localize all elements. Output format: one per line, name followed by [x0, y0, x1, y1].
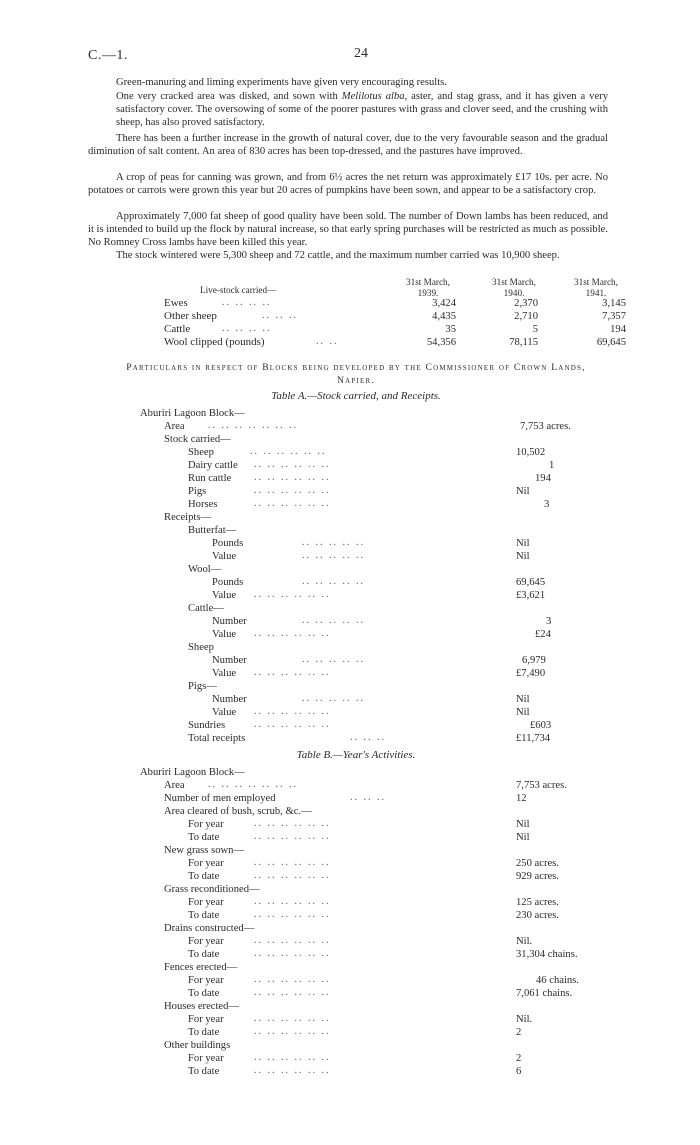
leader-dots: .. .. .. .. .. ..	[254, 472, 331, 483]
table-b-value: 2	[516, 1053, 522, 1064]
table-b-label: To date	[188, 988, 220, 999]
table-b-label: For year	[188, 936, 224, 947]
leader-dots: .. ..	[316, 336, 339, 347]
table-a-label: Value	[212, 551, 237, 562]
table-b-value: 7,753 acres.	[516, 780, 567, 791]
table-b-label: To date	[188, 949, 220, 960]
leader-dots: .. .. .. .. ..	[302, 693, 365, 704]
table-b-label: Other buildings	[164, 1040, 231, 1051]
table-a-label: Dairy cattle	[188, 460, 238, 471]
document-reference: C.—1.	[88, 48, 128, 63]
table-a-value: 69,645	[516, 577, 546, 588]
livestock-value: 4,435	[432, 311, 456, 322]
table-b-label: To date	[188, 832, 220, 843]
table-b-value: 12	[516, 793, 527, 804]
leader-dots: .. .. .. .. .. ..	[254, 459, 331, 470]
leader-dots: .. .. .. .. .. ..	[254, 831, 331, 842]
table-a-label: Run cattle	[188, 473, 232, 484]
table-a-value: £3,621	[516, 590, 546, 601]
table-a-label: Area	[164, 421, 185, 432]
table-a-label: Aburiri Lagoon Block—	[140, 408, 245, 419]
table-a-label: Number	[212, 694, 247, 705]
leader-dots: .. .. .. .. .. ..	[254, 857, 331, 868]
leader-dots: .. .. .. .. .. ..	[254, 1052, 331, 1063]
leader-dots: .. .. .. .. ..	[302, 576, 365, 587]
table-a-label: Value	[212, 668, 237, 679]
table-a-label: Sheep	[188, 447, 214, 458]
leader-dots: .. .. .. .. .. ..	[254, 706, 331, 717]
leader-dots: .. .. ..	[350, 792, 386, 803]
table-a-label: Pounds	[212, 577, 244, 588]
leader-dots: .. .. .. .. .. ..	[254, 498, 331, 509]
table-a-value: 3	[546, 616, 552, 627]
leader-dots: .. .. .. .. .. ..	[254, 818, 331, 829]
livestock-value: 3,145	[602, 298, 626, 309]
table-a-label: Number	[212, 616, 247, 627]
table-a-value: £603	[530, 720, 552, 731]
paragraph-green-manuring: Green-manuring and liming experiments have given very encouraging results.	[116, 77, 447, 88]
livestock-label: Cattle	[164, 323, 191, 335]
leader-dots: .. .. .. .. ..	[302, 615, 365, 626]
paragraph-stock-wintered: The stock wintered were 5,300 sheep and 72 cattle, and the maximum number carried was 10,900 sheep.	[116, 250, 560, 261]
table-b-value: 230 acres.	[516, 910, 559, 921]
paragraph-fat-sheep: Approximately 7,000 fat sheep of good quality have been sold. The number of Down lambs has been reduced, and it is intended to build up the flock by natural increase, so that early spring purchases will be restricted as much as possible. No Romney Cross lambs have been killed this year.	[88, 211, 608, 249]
table-b-value: Nil.	[516, 936, 533, 947]
table-a-label: Pigs—	[188, 681, 217, 692]
leader-dots: .. .. ..	[262, 310, 298, 321]
table-a-value: £7,490	[516, 668, 546, 679]
table-b-value: Nil	[516, 819, 530, 830]
livestock-value: 54,356	[426, 337, 456, 348]
leader-dots: .. .. .. .. .. ..	[254, 485, 331, 496]
table-b-value: 31,304 chains.	[516, 949, 578, 960]
leader-dots: .. .. .. .. .. ..	[254, 974, 331, 985]
leader-dots: .. .. .. .. .. ..	[254, 896, 331, 907]
leader-dots: .. .. .. .. .. ..	[254, 1013, 331, 1024]
livestock-col-1941: 31st March, 1941.	[574, 277, 618, 298]
leader-dots: .. .. .. .. .. ..	[254, 1026, 331, 1037]
table-a-label: Cattle—	[188, 603, 224, 614]
table-b-value: Nil	[516, 832, 530, 843]
table-a-label: Sheep	[188, 642, 214, 653]
page-number: 24	[354, 46, 368, 61]
table-a-label: Total receipts	[188, 733, 246, 744]
livestock-label: Wool clipped (pounds)	[164, 336, 265, 348]
leader-dots: .. .. .. .. .. ..	[254, 909, 331, 920]
table-a-label: Value	[212, 590, 237, 601]
table-b-label: Grass reconditioned—	[164, 884, 260, 895]
leader-dots: .. .. .. .. ..	[302, 537, 365, 548]
section-title-line-2: Napier.	[337, 375, 375, 386]
table-a-label: Value	[212, 629, 237, 640]
table-a-value: £24	[535, 629, 551, 640]
table-a-label: Stock carried—	[164, 434, 231, 445]
table-a-value: Nil	[516, 694, 530, 705]
table-a-label: Sundries	[188, 720, 226, 731]
table-a-label: Horses	[188, 499, 218, 510]
table-a-label: Value	[212, 707, 237, 718]
table-a-label: Butterfat—	[188, 525, 237, 536]
livestock-value: 35	[445, 324, 456, 335]
leader-dots: .. .. .. .. .. ..	[254, 1065, 331, 1076]
livestock-value: 7,357	[602, 311, 626, 322]
paragraph-peas-crop: A crop of peas for canning was grown, and from 6½ acres the net return was approximately £17 10s. per acre. No potatoes or carrots were grown this year but 20 acres of pumpkins have been sown, and appear to be a satisfactory crop.	[88, 172, 608, 197]
table-a-value: £11,734	[516, 733, 551, 744]
table-b-label: To date	[188, 910, 220, 921]
table-a-value: 3	[544, 499, 550, 510]
table-a-label: Pounds	[212, 538, 244, 549]
leader-dots: .. .. ..	[350, 732, 386, 743]
section-title: Particulars in respect of Blocks being developed by the Commissioner of Crown Lands,	[126, 362, 586, 373]
leader-dots: .. .. .. .. .. .. ..	[208, 779, 298, 790]
table-b-label: For year	[188, 819, 224, 830]
table-a-value: Nil	[516, 538, 530, 549]
livestock-value: 2,370	[514, 298, 538, 309]
livestock-value: 5	[532, 324, 538, 335]
table-b-value: 7,061 chains.	[516, 988, 573, 999]
table-a-value: 7,753 acres.	[520, 421, 571, 432]
leader-dots: .. .. .. .. ..	[302, 550, 365, 561]
leader-dots: .. .. .. .. .. ..	[254, 935, 331, 946]
table-a-value: 6,979	[522, 655, 546, 666]
livestock-value: 69,645	[596, 337, 626, 348]
species-name: Melilotus alba	[341, 91, 405, 102]
livestock-heading: Live-stock carried—	[200, 285, 277, 295]
table-b-value: 46 chains.	[536, 975, 579, 986]
table-a-value: 194	[535, 473, 551, 484]
table-b-label: To date	[188, 1027, 220, 1038]
leader-dots: .. .. .. .. ..	[302, 654, 365, 665]
leader-dots: .. .. .. .. .. ..	[254, 667, 331, 678]
paragraph-cracked-area	[116, 90, 608, 130]
livestock-value: 3,424	[432, 298, 456, 309]
paragraph-text: , aster, and stag grass, and it has given a very satisfactory cover. The oversowing of some of the poorer pastures with grass and clover seed, and the crushing with sheep, has also proved satisfactory.	[116, 91, 608, 129]
table-b-value: 125 acres.	[516, 897, 559, 908]
leader-dots: .. .. .. ..	[222, 297, 272, 308]
table-b-value: Nil.	[516, 1014, 533, 1025]
leader-dots: .. .. .. .. .. ..	[250, 446, 327, 457]
paragraph-natural-cover: There has been a further increase in the growth of natural cover, due to the very favourable season and the gradual diminution of salt content. An area of 830 acres has been top-dressed, and the pastures have improved.	[88, 133, 608, 158]
table-b-label: Aburiri Lagoon Block—	[140, 767, 245, 778]
table-b-label: For year	[188, 975, 224, 986]
leader-dots: .. .. .. .. .. ..	[254, 719, 331, 730]
table-b-value: 6	[516, 1066, 522, 1077]
table-a-title: Table A.—Stock carried, and Receipts.	[271, 390, 441, 402]
table-a-value: 1	[549, 460, 555, 471]
table-b-label: For year	[188, 897, 224, 908]
livestock-col-1939: 31st March, 1939.	[406, 277, 450, 298]
table-b-label: Area cleared of bush, scrub, &c.—	[164, 806, 312, 817]
table-b-label: For year	[188, 858, 224, 869]
table-b-label: For year	[188, 1053, 224, 1064]
table-b-label: To date	[188, 1066, 220, 1077]
table-a-value: Nil	[516, 707, 530, 718]
leader-dots: .. .. .. ..	[222, 323, 272, 334]
leader-dots: .. .. .. .. .. ..	[254, 948, 331, 959]
table-b-label: Fences erected—	[164, 962, 238, 973]
table-a-label: Wool—	[188, 564, 222, 575]
table-a-value: Nil	[516, 551, 530, 562]
leader-dots: .. .. .. .. .. ..	[254, 870, 331, 881]
table-a-label: Number	[212, 655, 247, 666]
table-b-label: New grass sown—	[164, 845, 245, 856]
table-b-value: 2	[516, 1027, 522, 1038]
table-b-label: For year	[188, 1014, 224, 1025]
table-b-label: Area	[164, 780, 185, 791]
table-b-label: To date	[188, 871, 220, 882]
livestock-value: 194	[610, 324, 626, 335]
leader-dots: .. .. .. .. .. ..	[254, 628, 331, 639]
paragraph-text: One very cracked area was disked, and sown with	[116, 91, 338, 102]
table-b-label: Number of men employed	[164, 793, 276, 804]
table-b-label: Houses erected—	[164, 1001, 240, 1012]
livestock-value: 2,710	[514, 311, 538, 322]
livestock-col-1940: 31st March, 1940.	[492, 277, 536, 298]
table-a-value: Nil	[516, 486, 530, 497]
table-b-value: 929 acres.	[516, 871, 559, 882]
leader-dots: .. .. .. .. .. .. ..	[208, 420, 298, 431]
table-b-value: 250 acres.	[516, 858, 559, 869]
livestock-value: 78,115	[509, 337, 538, 348]
leader-dots: .. .. .. .. .. ..	[254, 987, 331, 998]
livestock-label: Ewes	[164, 297, 188, 309]
livestock-label: Other sheep	[164, 310, 217, 322]
leader-dots: .. .. .. .. .. ..	[254, 589, 331, 600]
table-b-title: Table B.—Year's Activities.	[296, 749, 416, 761]
table-a-value: 10,502	[516, 447, 546, 458]
table-a-label: Pigs	[188, 486, 207, 497]
table-b-label: Drains constructed—	[164, 923, 255, 934]
table-a-label: Receipts—	[164, 512, 212, 523]
